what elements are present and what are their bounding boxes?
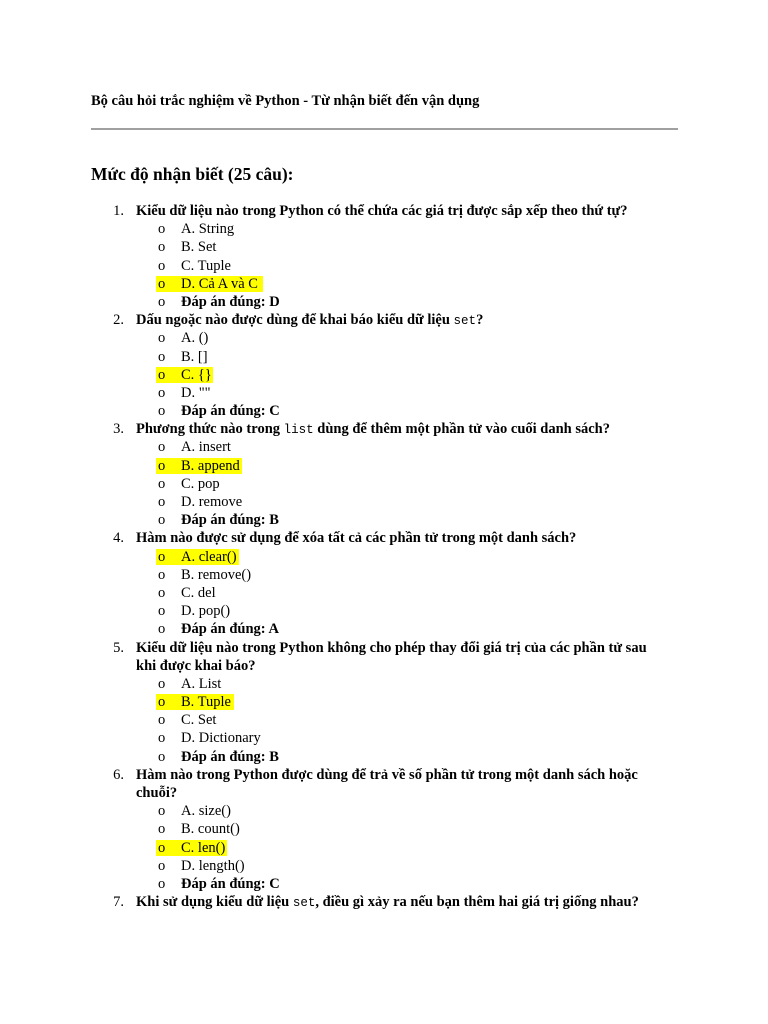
answer-line	[0, 875, 768, 893]
option-text: C. Tuple	[181, 257, 231, 274]
question-4	[0, 529, 768, 547]
bullet-icon: o	[158, 621, 166, 638]
bullet-icon: o	[158, 730, 166, 747]
answer-text: Đáp án đúng: D	[181, 293, 280, 310]
option-item	[0, 257, 768, 275]
question-number: 7.	[113, 894, 124, 911]
answer-line	[0, 748, 768, 766]
option-text: B. Tuple	[181, 694, 231, 711]
option-text: C. len()	[181, 839, 226, 856]
option-text: B. remove()	[181, 566, 252, 583]
option-item-highlighted	[0, 839, 768, 857]
option-item	[0, 438, 768, 456]
bullet-icon: o	[158, 293, 166, 310]
question-5-continuation	[0, 657, 768, 675]
bullet-icon: o	[158, 457, 166, 474]
option-item	[0, 566, 768, 584]
bullet-icon: o	[158, 348, 166, 365]
option-text: D. Dictionary	[181, 730, 261, 747]
option-item-highlighted	[0, 275, 768, 293]
question-1	[0, 202, 768, 220]
bullet-icon: o	[158, 548, 166, 565]
question-text: Kiểu dữ liệu nào trong Python có thể chứa các giá trị được sắp xếp theo thứ tự?	[136, 203, 628, 219]
option-item	[0, 493, 768, 511]
question-list	[0, 202, 768, 911]
answer-text: Đáp án đúng: C	[181, 875, 280, 892]
bullet-icon: o	[158, 512, 166, 529]
question-6	[0, 766, 768, 784]
option-text: A. clear()	[181, 548, 237, 565]
bullet-icon: o	[158, 403, 166, 420]
option-text: D. length()	[181, 857, 245, 874]
question-7	[0, 893, 768, 911]
option-item	[0, 857, 768, 875]
answer-line	[0, 293, 768, 311]
option-item-highlighted	[0, 366, 768, 384]
option-text: C. pop	[181, 475, 220, 492]
question-number: 3.	[113, 421, 124, 438]
question-text: khi được khai báo?	[136, 657, 256, 674]
option-text: B. Set	[181, 239, 217, 256]
option-item	[0, 675, 768, 693]
question-number: 1.	[113, 203, 124, 219]
option-text: B. append	[181, 457, 240, 474]
option-text: A. String	[181, 221, 235, 238]
option-item	[0, 384, 768, 402]
bullet-icon: o	[158, 584, 166, 601]
bullet-icon: o	[158, 748, 166, 765]
question-text: chuỗi?	[136, 785, 178, 801]
option-item	[0, 238, 768, 256]
bullet-icon: o	[158, 675, 166, 692]
bullet-icon: o	[158, 839, 166, 856]
question-2	[0, 311, 768, 329]
question-text: Hàm nào được sử dụng để xóa tất cả các phần tử trong một danh sách?	[136, 530, 577, 547]
option-item	[0, 584, 768, 602]
bullet-icon: o	[158, 494, 166, 510]
option-item	[0, 602, 768, 620]
answer-text: Đáp án đúng: B	[181, 512, 279, 529]
option-text: D. pop()	[181, 603, 231, 620]
inline-code: set	[453, 314, 477, 329]
bullet-icon: o	[158, 694, 166, 711]
bullet-icon: o	[158, 712, 166, 729]
answer-text: Đáp án đúng: B	[181, 748, 279, 765]
question-number: 6.	[113, 766, 124, 783]
option-text: D. Cả A và C	[181, 275, 258, 292]
horizontal-rule	[91, 128, 678, 130]
option-item	[0, 475, 768, 493]
option-text: B. count()	[181, 821, 240, 838]
option-item	[0, 711, 768, 729]
bullet-icon: o	[158, 803, 166, 820]
option-item	[0, 348, 768, 366]
option-item	[0, 220, 768, 238]
option-text: C. Set	[181, 712, 217, 729]
option-item	[0, 820, 768, 838]
option-item	[0, 802, 768, 820]
bullet-icon: o	[158, 439, 166, 456]
inline-code: set	[292, 896, 316, 911]
answer-line	[0, 402, 768, 420]
question-text: Khi sử dụng kiểu dữ liệu set, điều gì xảy ra nếu bạn thêm hai giá trị giống nhau?	[136, 894, 639, 911]
option-item-highlighted	[0, 457, 768, 475]
section-title: Mức độ nhận biết (25 câu):	[91, 164, 294, 184]
bullet-icon: o	[158, 366, 166, 383]
bullet-icon: o	[158, 821, 166, 838]
answer-text: Đáp án đúng: A	[181, 621, 279, 638]
bullet-icon: o	[158, 875, 166, 892]
bullet-icon: o	[158, 475, 166, 492]
bullet-icon: o	[158, 257, 166, 274]
option-text: B. []	[181, 348, 208, 365]
bullet-icon: o	[158, 275, 166, 292]
question-number: 2.	[113, 312, 124, 329]
question-number: 4.	[113, 530, 124, 547]
document-title: Bộ câu hỏi trắc nghiệm về Python - Từ nhận biết đến vận dụng	[91, 93, 480, 109]
option-text: A. size()	[181, 803, 231, 820]
bullet-icon: o	[158, 330, 166, 347]
bullet-icon: o	[158, 566, 166, 583]
option-item-highlighted	[0, 548, 768, 566]
question-number: 5.	[113, 639, 124, 656]
option-item	[0, 729, 768, 747]
option-text: C. del	[181, 584, 216, 601]
bullet-icon: o	[158, 384, 166, 401]
option-text: C. {}	[181, 366, 212, 383]
option-text: A. insert	[181, 439, 231, 456]
bullet-icon: o	[158, 603, 166, 620]
bullet-icon: o	[158, 857, 166, 874]
answer-line	[0, 620, 768, 638]
question-text: Hàm nào trong Python được dùng để trả về số phần tử trong một danh sách hoặc	[136, 766, 638, 783]
answer-line	[0, 511, 768, 529]
question-3	[0, 420, 768, 438]
option-text: D. ""	[181, 384, 211, 401]
question-6-continuation	[0, 784, 768, 802]
bullet-icon: o	[158, 221, 166, 238]
option-text: A. List	[181, 675, 222, 692]
question-text: Dấu ngoặc nào được dùng để khai báo kiểu dữ liệu set?	[136, 312, 484, 329]
option-text: D. remove	[181, 494, 243, 510]
answer-text: Đáp án đúng: C	[181, 403, 280, 420]
question-5	[0, 639, 768, 657]
option-item-highlighted	[0, 693, 768, 711]
option-text: A. ()	[181, 330, 209, 347]
option-item	[0, 329, 768, 347]
question-text: Phương thức nào trong list dùng để thêm một phần tử vào cuối danh sách?	[136, 421, 610, 438]
question-text: Kiểu dữ liệu nào trong Python không cho phép thay đổi giá trị của các phần tử sau	[136, 639, 647, 656]
bullet-icon: o	[158, 239, 166, 256]
inline-code: list	[283, 423, 314, 438]
